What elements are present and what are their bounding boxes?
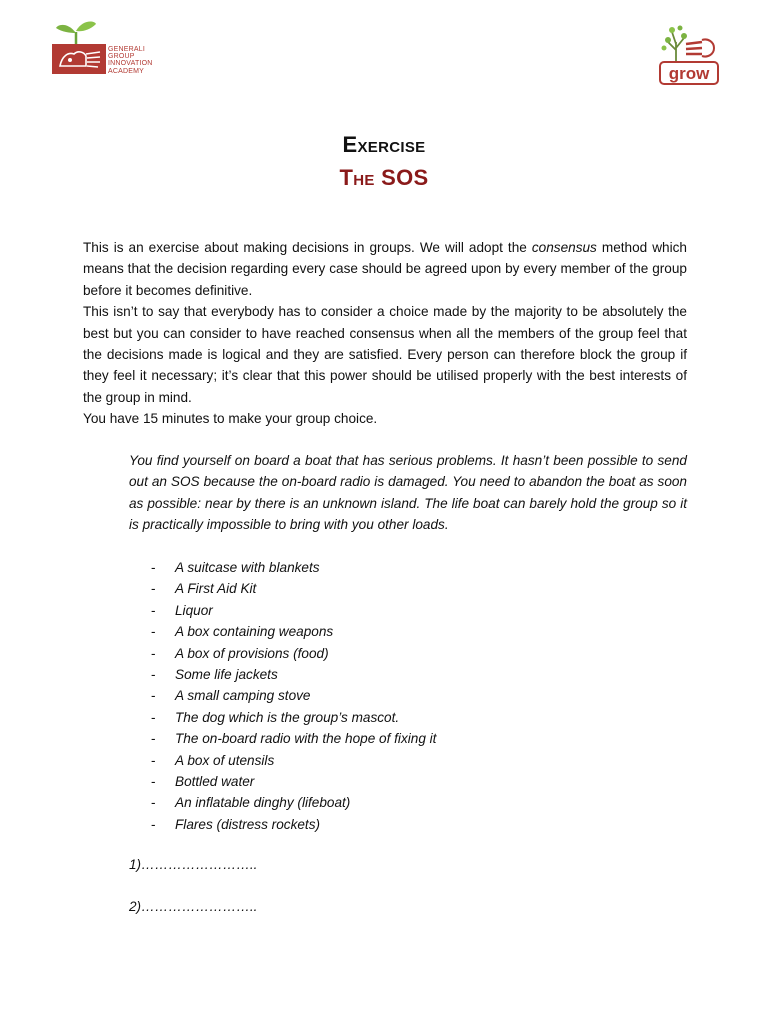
list-bullet: - — [151, 688, 156, 704]
intro-paragraph-2: This isn’t to say that everybody has to consider a choice made by the majority to be absolutely the best but you can consider to have reached consensus when all the members of the group feel that the decisions made is logical and they are satisfied. Every person can therefore block the group if they feel it necessary; it’s clear that this power should be utilised properly with the best interests of the group in mind. — [83, 304, 687, 405]
list-item-label: A box containing weapons — [175, 624, 334, 640]
logo-line: INNOVATION — [108, 60, 153, 68]
list-bullet: - — [151, 816, 156, 832]
list-bullet: - — [151, 581, 156, 597]
intro-paragraph-3: You have 15 minutes to make your group choice. — [83, 411, 378, 427]
list-item-label: A box of utensils — [175, 752, 275, 768]
list-bullet: - — [151, 645, 156, 661]
list-item-label: An inflatable dinghy (lifeboat) — [175, 795, 351, 811]
list-item — [129, 771, 436, 792]
tree-icon — [662, 26, 688, 63]
list-item — [129, 643, 436, 664]
list-bullet: - — [151, 731, 156, 747]
list-item-label: The dog which is the group’s mascot. — [175, 709, 400, 725]
list-bullet: - — [151, 709, 156, 725]
list-item-label: Liquor — [175, 602, 213, 618]
list-item-label: A box of provisions (food) — [175, 645, 329, 661]
list-item-label: A small camping stove — [175, 688, 311, 704]
consensus-term: consensus — [531, 240, 597, 255]
list-bullet: - — [151, 774, 156, 790]
grow-logo — [656, 22, 722, 88]
logo-text — [108, 46, 160, 75]
list-item — [129, 792, 436, 813]
answer-line-2: 2)…………………….. — [129, 899, 258, 914]
list-item — [129, 814, 436, 835]
list-item — [129, 728, 436, 749]
intro-p1-end: method which means that the decision regarding every case should be agreed upon by every member of the group before it becomes definitive. — [83, 240, 687, 298]
scenario-text: You find yourself on board a boat that has serious problems. It hasn’t been possible to send out an SOS because the on-board radio is damaged. You need to abandon the boat as soon as possible: near by there is an unknown island. The life boat can barely hold the group so it is practically impossible to bring with you other loads. — [129, 453, 687, 533]
logo-line: GENERALI — [108, 46, 145, 53]
answer-line-1: 1)…………………….. — [129, 857, 258, 872]
items-list — [129, 557, 436, 835]
list-bullet: - — [151, 602, 156, 618]
generali-academy-logo — [52, 20, 158, 76]
lion-icon — [686, 39, 714, 56]
sprout-icon — [54, 20, 98, 46]
list-item — [129, 685, 436, 706]
list-item-label: Flares (distress rockets) — [175, 816, 321, 832]
intro-p1-start: This is an exercise about making decisions in groups. We will adopt the — [83, 240, 532, 255]
logo-line: GROUP — [108, 53, 135, 61]
intro-paragraph-1 — [83, 237, 687, 301]
list-item — [129, 578, 436, 599]
grow-wordmark: grow — [668, 64, 710, 83]
list-item-label: Bottled water — [175, 774, 255, 790]
list-item — [129, 707, 436, 728]
list-item — [129, 557, 436, 578]
intro-text — [83, 237, 687, 430]
list-item — [129, 750, 436, 771]
logo-red-block — [52, 44, 106, 74]
list-item-label: A suitcase with blankets — [175, 560, 320, 575]
list-bullet: - — [151, 624, 156, 640]
list-bullet: - — [151, 560, 156, 575]
list-bullet: - — [151, 795, 156, 811]
page-title: Exercise — [342, 132, 426, 157]
list-item-label: A First Aid Kit — [175, 581, 257, 597]
logo-line: ACADEMY — [108, 67, 145, 75]
list-item — [129, 600, 436, 621]
page-subtitle: The SOS — [339, 165, 429, 190]
list-item-label: The on-board radio with the hope of fixing it — [175, 731, 437, 747]
list-item — [129, 621, 436, 642]
list-bullet: - — [151, 667, 156, 683]
list-bullet: - — [151, 752, 156, 768]
lion-icon — [56, 48, 102, 70]
list-item-label: Some life jackets — [175, 667, 278, 683]
list-item — [129, 664, 436, 685]
